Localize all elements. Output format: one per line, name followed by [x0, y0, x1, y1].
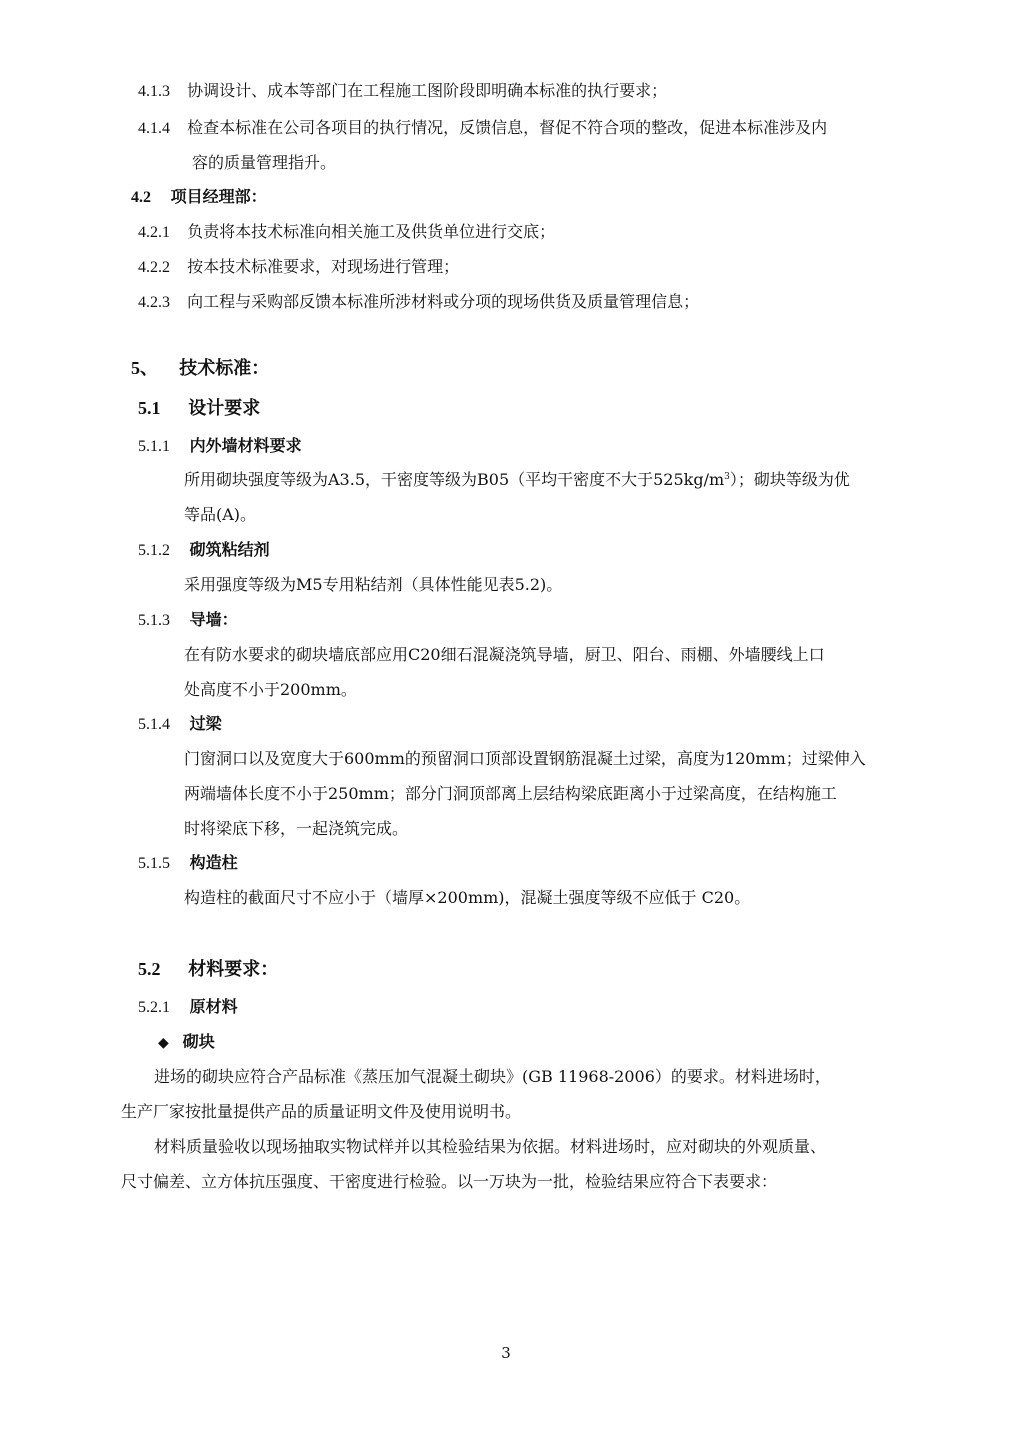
- item-number: 4.2.3: [138, 294, 170, 311]
- subsection-5-2-1-heading: [138, 996, 238, 1019]
- section-4-2-heading: [131, 186, 267, 209]
- subsection-title: 过梁: [189, 714, 222, 733]
- subsection-5-1-4-heading: [138, 713, 222, 736]
- paragraph-5-1-4-line-1: 门窗洞口以及宽度大于600mm的预留洞口顶部设置钢筋混凝土过梁，高度为120mm；过梁伸入: [184, 749, 866, 768]
- subsection-number: 5.1.5: [138, 855, 170, 872]
- bullet-heading: [158, 1031, 215, 1054]
- section-title: 材料要求：: [188, 959, 279, 980]
- item-4-1-3: [138, 80, 667, 103]
- paragraph-2-line-1: 材料质量验收以现场抽取实物试样并以其检验结果为依据。材料进场时，应对砌块的外观质量、: [154, 1137, 827, 1156]
- subsection-title: 导墙：: [189, 610, 238, 629]
- subsection-number: 5.2.1: [138, 999, 170, 1016]
- subsection-5-1-1-heading: [138, 435, 302, 458]
- subsection-title: 原材料: [189, 997, 238, 1016]
- item-4-1-4-continuation: 容的质量管理指升。: [192, 153, 337, 172]
- subsection-5-1-3-heading: [138, 609, 238, 632]
- section-number: 5.2: [138, 959, 161, 979]
- bullet-title: 砌块: [182, 1032, 215, 1051]
- paragraph-text: ）；砌块等级为优: [729, 470, 850, 489]
- section-number: 5、: [131, 358, 158, 378]
- subsection-number: 5.1.2: [138, 542, 170, 559]
- paragraph-text: 所用砌块强度等级为A3.5，干密度等级为B05（平均干密度不大于525kg/m: [184, 470, 725, 489]
- paragraph-2-line-2: 尺寸偏差、立方体抗压强度、干密度进行检验。以一万块为一批，检验结果应符合下表要求：: [121, 1172, 778, 1191]
- section-number: 5.1: [138, 398, 161, 418]
- subsection-number: 5.1.4: [138, 716, 170, 733]
- paragraph-5-1-3-line-2: 处高度不小于200mm。: [184, 680, 357, 699]
- item-number: 4.1.3: [138, 83, 170, 100]
- item-number: 4.2.1: [138, 224, 170, 241]
- section-5-heading: [131, 357, 269, 380]
- section-5-1-heading: [138, 397, 260, 420]
- item-4-2-3: [138, 291, 699, 314]
- paragraph-5-1-1-line-1: [184, 469, 850, 491]
- section-number: 4.2: [131, 189, 151, 206]
- section-title: 技术标准：: [179, 358, 270, 379]
- item-number: 4.1.4: [138, 120, 170, 137]
- paragraph-1-line-1: 进场的砌块应符合产品标准《蒸压加气混凝土砌块》(GB 11968-2006）的要求。材料进场时，: [154, 1067, 831, 1086]
- subsection-title: 砌筑粘结剂: [189, 540, 270, 559]
- paragraph-1-line-2: 生产厂家按批量提供产品的质量证明文件及使用说明书。: [121, 1102, 522, 1121]
- subsection-number: 5.1.1: [138, 438, 170, 455]
- item-text: 按本技术标准要求，对现场进行管理；: [187, 257, 460, 276]
- section-title: 项目经理部：: [170, 187, 267, 206]
- item-text: 检查本标准在公司各项目的执行情况，反馈信息，督促不符合项的整改，促进本标准涉及内: [187, 118, 828, 137]
- item-number: 4.2.2: [138, 259, 170, 276]
- paragraph-5-1-5-line-1: 构造柱的截面尺寸不应小于（墙厚×200mm)，混凝土强度等级不应低于 C20。: [184, 888, 751, 907]
- subsection-title: 内外墙材料要求: [189, 436, 302, 455]
- item-4-1-4: [138, 117, 827, 140]
- section-5-2-heading: [138, 958, 278, 981]
- subsection-number: 5.1.3: [138, 612, 170, 629]
- item-4-2-1: [138, 221, 555, 244]
- item-text: 协调设计、成本等部门在工程施工图阶段即明确本标准的执行要求；: [187, 81, 668, 100]
- paragraph-5-1-4-line-2: 两端墙体长度不小于250mm；部分门洞顶部离上层结构梁底距离小于过梁高度，在结构施工: [184, 784, 837, 803]
- diamond-bullet-icon: ◆: [158, 1035, 169, 1051]
- paragraph-5-1-4-line-3: 时将梁底下移，一起浇筑完成。: [184, 819, 409, 838]
- paragraph-5-1-1-line-2: 等品(A)。: [184, 505, 257, 524]
- item-text: 负责将本技术标准向相关施工及供货单位进行交底；: [187, 222, 556, 241]
- subsection-5-1-2-heading: [138, 539, 270, 562]
- subsection-5-1-5-heading: [138, 852, 238, 875]
- page-number: 3: [501, 1344, 511, 1362]
- paragraph-5-1-2-line-1: 采用强度等级为M5专用粘结剂（具体性能见表5.2)。: [184, 575, 563, 594]
- paragraph-5-1-3-line-1: 在有防水要求的砌块墙底部应用C20细石混凝浇筑导墙，厨卫、阳台、雨棚、外墙腰线上口: [184, 645, 825, 664]
- subsection-title: 构造柱: [189, 853, 238, 872]
- superscript: 3: [724, 472, 730, 482]
- item-4-2-2: [138, 256, 459, 279]
- section-title: 设计要求: [188, 398, 261, 419]
- item-text: 向工程与采购部反馈本标准所涉材料或分项的现场供货及质量管理信息；: [187, 292, 700, 311]
